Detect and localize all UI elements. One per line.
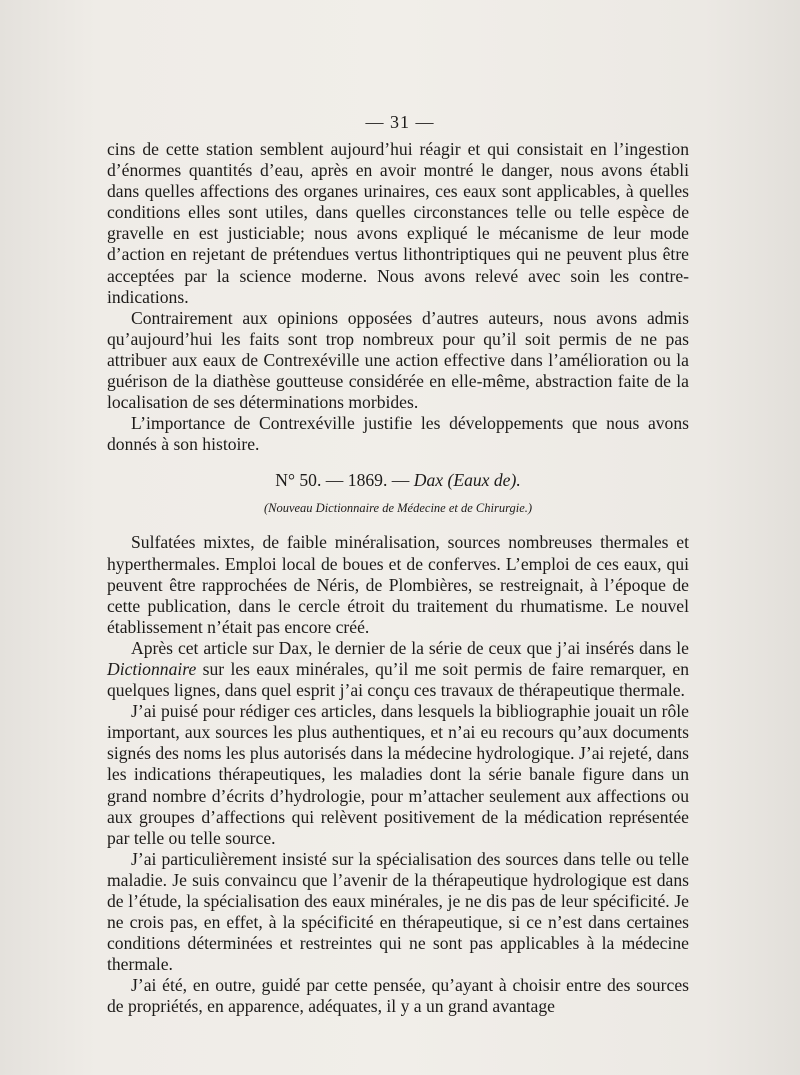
entry-number: N° 50. — 1869. —: [275, 470, 410, 491]
paragraph-6: J’ai puisé pour rédiger ces articles, dans lesquels la bibliographie jouait un rôle important, aux sources les plus authentiques, et n’ai eu recours qu’aux documents signés des noms les plus autorisés dans la médecine hydrologique. J’ai rejeté, dans les indications thérapeutiques, les maladies dont la série banale figure dans un grand nombre d’écrits d’hydrologie, pour m’attacher seulement aux affections ou aux groupes d’affections qui relèvent positivement de la médication représentée par telle ou telle source.: [107, 701, 689, 848]
paragraph-3: L’importance de Contrexéville justifie les développements que nous avons donnés à son histoire.: [107, 413, 689, 455]
paragraph-5-end: sur les eaux minérales, qu’il me soit permis de faire remarquer, en quelques lignes, dans quel esprit j’ai conçu ces travaux de thérapeutique thermale.: [107, 658, 689, 701]
page-number: — 31 —: [365, 112, 435, 132]
entry-title: Dax (Eaux de).: [413, 470, 521, 491]
paragraph-8: J’ai été, en outre, guidé par cette pensée, qu’ayant à choisir entre des sources de propriétés, en apparence, adéquates, il y a un grand avantage: [107, 975, 689, 1017]
paragraph-2: Contrairement aux opinions opposées d’autres auteurs, nous avons admis qu’aujourd’hui les faits sont trop nombreux pour qu’il soit permis de ne pas attribuer aux eaux de Contrexéville une action effective dans l’amélioration ou la guérison de la diathèse goutteuse considérée en elle-même, abstraction faite de la localisation de ses déterminations morbides.: [107, 307, 689, 413]
entry-source: (Nouveau Dictionnaire de Médecine et de Chirurgie.): [263, 501, 533, 516]
page-body: [107, 139, 689, 1018]
paragraph-5: [107, 638, 689, 701]
dictionnaire-title: Dictionnaire: [107, 658, 197, 679]
entry-heading: [107, 470, 689, 491]
paragraph-5-start: Après cet article sur Dax, le dernier de la série de ceux que j’ai insérés dans le: [131, 637, 689, 658]
paragraph-1: cins de cette station semblent aujourd’hui réagir et qui consistait en l’ingestion d’énormes quantités d’eau, après en avoir montré le danger, nous avons établi dans quelles affections des organes urinaires, ces eaux sont applicables, à quelles conditions elles sont utiles, dans quelles circonstances telle ou telle espèce de gravelle en est justiciable; nous avons expliqué le mécanisme de leur mode d’action en rejetant de prétendues vertus lithontriptiques qui ne peuvent plus être acceptées par la science moderne. Nous avons relevé avec soin les contre-indications.: [107, 139, 689, 307]
paragraph-4: Sulfatées mixtes, de faible minéralisation, sources nombreuses thermales et hyperthermales. Emploi local de boues et de conferves. L’emploi de ces eaux, qui peuvent être rapprochées de Néris, de Plombières, se restreignait, à l’époque de cette publication, dans le cercle étroit du traitement du rhumatisme. Le nouvel établissement n’était pas encore créé.: [107, 532, 689, 637]
paragraph-7: J’ai particulièrement insisté sur la spécialisation des sources dans telle ou telle maladie. Je suis convaincu que l’avenir de la thérapeutique hydrologique est dans de l’étude, la spécialisation des eaux minérales, je ne dis pas de leur spécificité. Je ne crois pas, en effet, à la spécificité en thérapeutique, si ce n’est dans certaines conditions déterminées et restreintes qui ne sont pas applicables à la médecine thermale.: [107, 848, 689, 975]
